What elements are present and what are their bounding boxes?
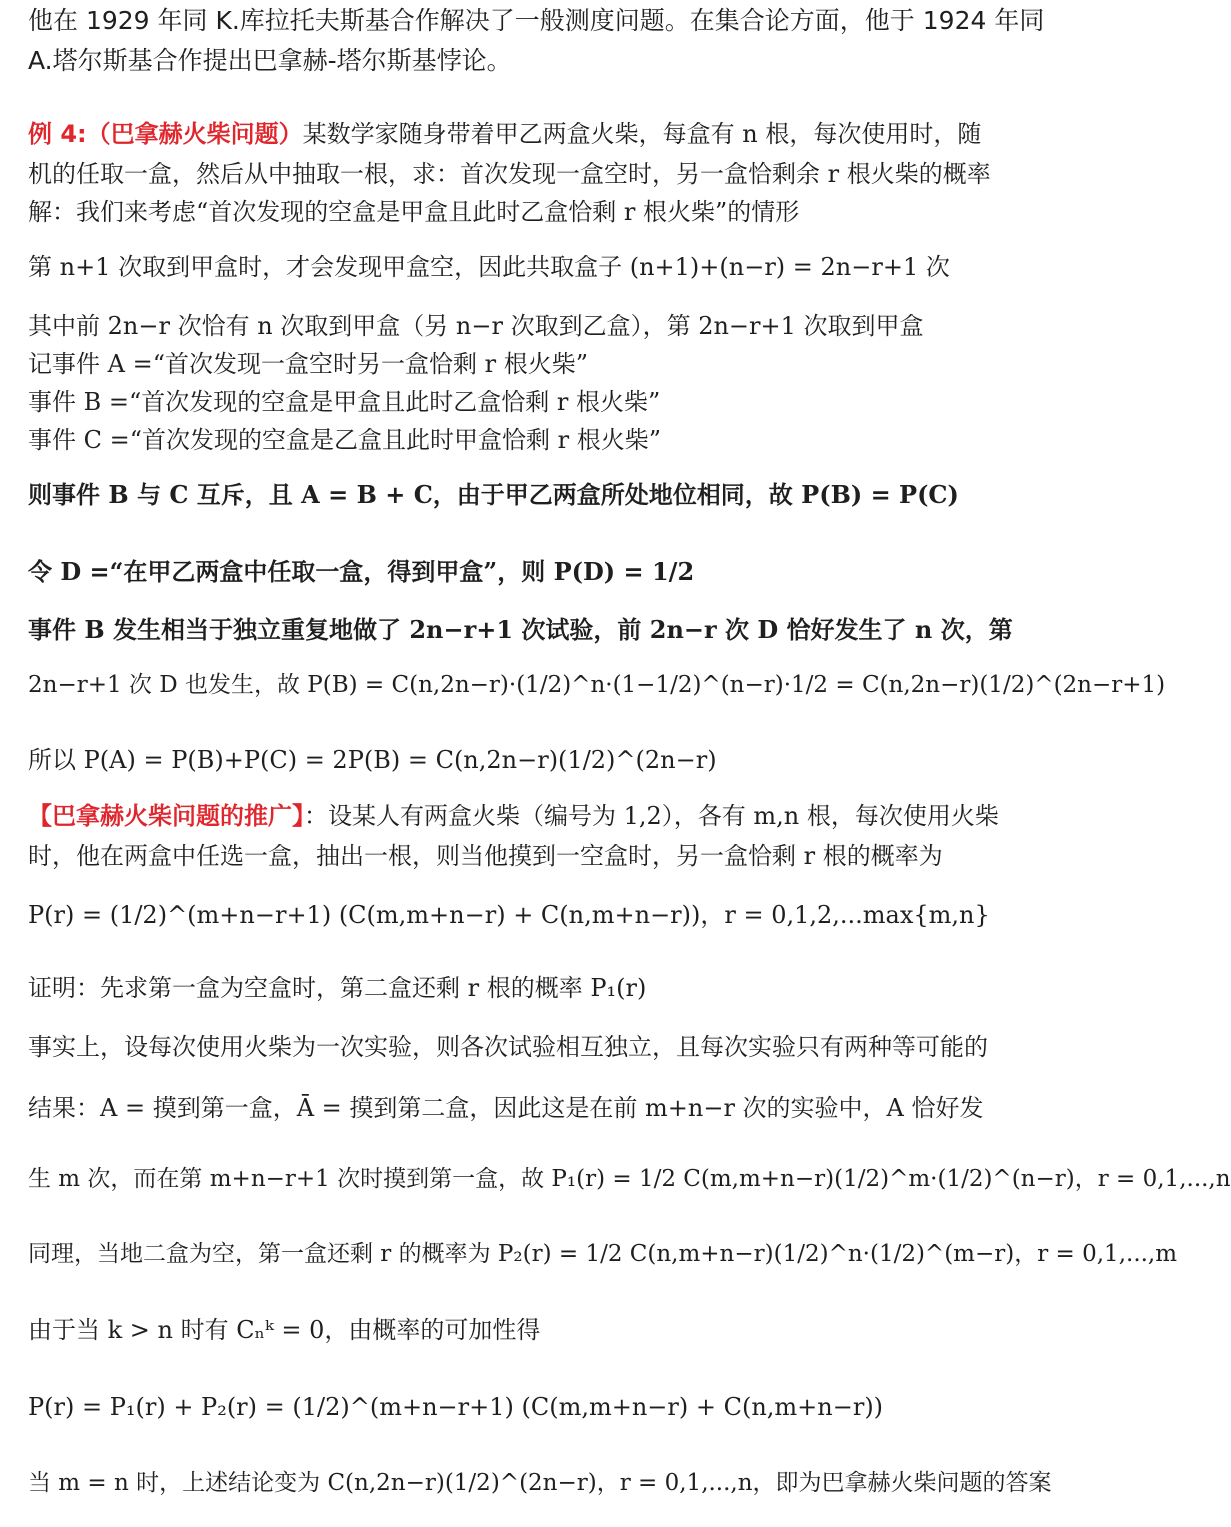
example-title: （巴拿赫火柴问题） [86, 120, 303, 148]
proof-line-8: 当 m = n 时，上述结论变为 C(n,2n−r)(1/2)^(2n−r)，r = 0,1,...,n，即为巴拿赫火柴问题的答案 [28, 1470, 1052, 1496]
solution-line-2: 其中前 2n−r 次恰有 n 次取到甲盒（另 n−r 次取到乙盒），第 2n−r+1 次取到甲盒 [28, 312, 924, 340]
proof-line-1: 证明：先求第一盒为空盒时，第二盒还剩 r 根的概率 P₁(r) [28, 974, 647, 1002]
example-tag: 例 4: [28, 120, 87, 148]
solution-line-10: 所以 P(A) = P(B)+P(C) = 2P(B) = C(n,2n−r)(1/2)^(2n−r) [28, 746, 717, 774]
proof-line-2: 事实上，设每次使用火柴为一次实验，则各次试验相互独立，且每次实验只有两种等可能的 [28, 1033, 988, 1061]
solution-line-8: 事件 B 发生相当于独立重复地做了 2n−r+1 次试验，前 2n−r 次 D 恰好发生了 n 次，第 [28, 615, 1013, 644]
example-text-1: 某数学家随身带着甲乙两盒火柴，每盒有 n 根，每次使用时，随 [302, 120, 982, 148]
proof-line-4: 生 m 次，而在第 m+n−r+1 次时摸到第一盒，故 P₁(r) = 1/2 C(m,m+n−r)(1/2)^m·(1/2)^(n−r)，r = 0,1,...,n [28, 1166, 1231, 1192]
example-line-3: 解：我们来考虑“首次发现的空盒是甲盒且此时乙盒恰剩 r 根火柴”的情形 [28, 198, 800, 226]
solution-line-6: 则事件 B 与 C 互斥，且 A = B + C，由于甲乙两盒所处地位相同，故 P(B) = P(C) [28, 480, 959, 509]
generalization-title: 【巴拿赫火柴问题的推广】 [28, 802, 304, 830]
generalization-heading-line [28, 804, 999, 828]
history-line-1: 他在 1929 年同 K.库拉托夫斯基合作解决了一般测度问题。在集合论方面，他于 1924 年同 [28, 6, 1045, 35]
example-line-2: 机的任取一盒，然后从中抽取一根，求：首次发现一盒空时，另一盒恰剩余 r 根火柴的概率 [28, 160, 991, 188]
solution-line-4: 事件 B =“首次发现的空盒是甲盒且此时乙盒恰剩 r 根火柴” [28, 388, 661, 416]
generalization-line-2: 时，他在两盒中任选一盒，抽出一根，则当他摸到一空盒时，另一盒恰剩 r 根的概率为 [28, 842, 943, 870]
solution-line-5: 事件 C =“首次发现的空盒是乙盒且此时甲盒恰剩 r 根火柴” [28, 426, 661, 454]
proof-line-3: 结果：A = 摸到第一盒，Ā = 摸到第二盒，因此这是在前 m+n−r 次的实验中，A 恰好发 [28, 1094, 984, 1122]
proof-line-5: 同理，当地二盒为空，第一盒还剩 r 的概率为 P₂(r) = 1/2 C(n,m+n−r)(1/2)^n·(1/2)^(m−r)，r = 0,1,...,m [28, 1241, 1178, 1267]
solution-line-3: 记事件 A =“首次发现一盒空时另一盒恰剩 r 根火柴” [28, 350, 588, 378]
example-heading-line [28, 122, 981, 146]
proof-line-6: 由于当 k > n 时有 Cₙᵏ = 0，由概率的可加性得 [28, 1316, 541, 1344]
generalization-text-1: ：设某人有两盒火柴（编号为 1,2），各有 m,n 根，每次使用火柴 [304, 802, 999, 830]
solution-line-9: 2n−r+1 次 D 也发生，故 P(B) = C(n,2n−r)·(1/2)^n·(1−1/2)^(n−r)·1/2 = C(n,2n−r)(1/2)^(2n−r+1) [28, 672, 1166, 698]
history-line-2: A.塔尔斯基合作提出巴拿赫-塔尔斯基悖论。 [28, 46, 512, 75]
proof-line-7: P(r) = P₁(r) + P₂(r) = (1/2)^(m+n−r+1) (C(m,m+n−r) + C(n,m+n−r)) [28, 1393, 884, 1421]
solution-line-1: 第 n+1 次取到甲盒时，才会发现甲盒空，因此共取盒子 (n+1)+(n−r) = 2n−r+1 次 [28, 253, 950, 281]
generalization-formula: P(r) = (1/2)^(m+n−r+1) (C(m,m+n−r) + C(n,m+n−r))，r = 0,1,2,...max{m,n} [28, 901, 990, 929]
solution-line-7: 令 D =“在甲乙两盒中任取一盒，得到甲盒”，则 P(D) = 1/2 [28, 557, 695, 586]
